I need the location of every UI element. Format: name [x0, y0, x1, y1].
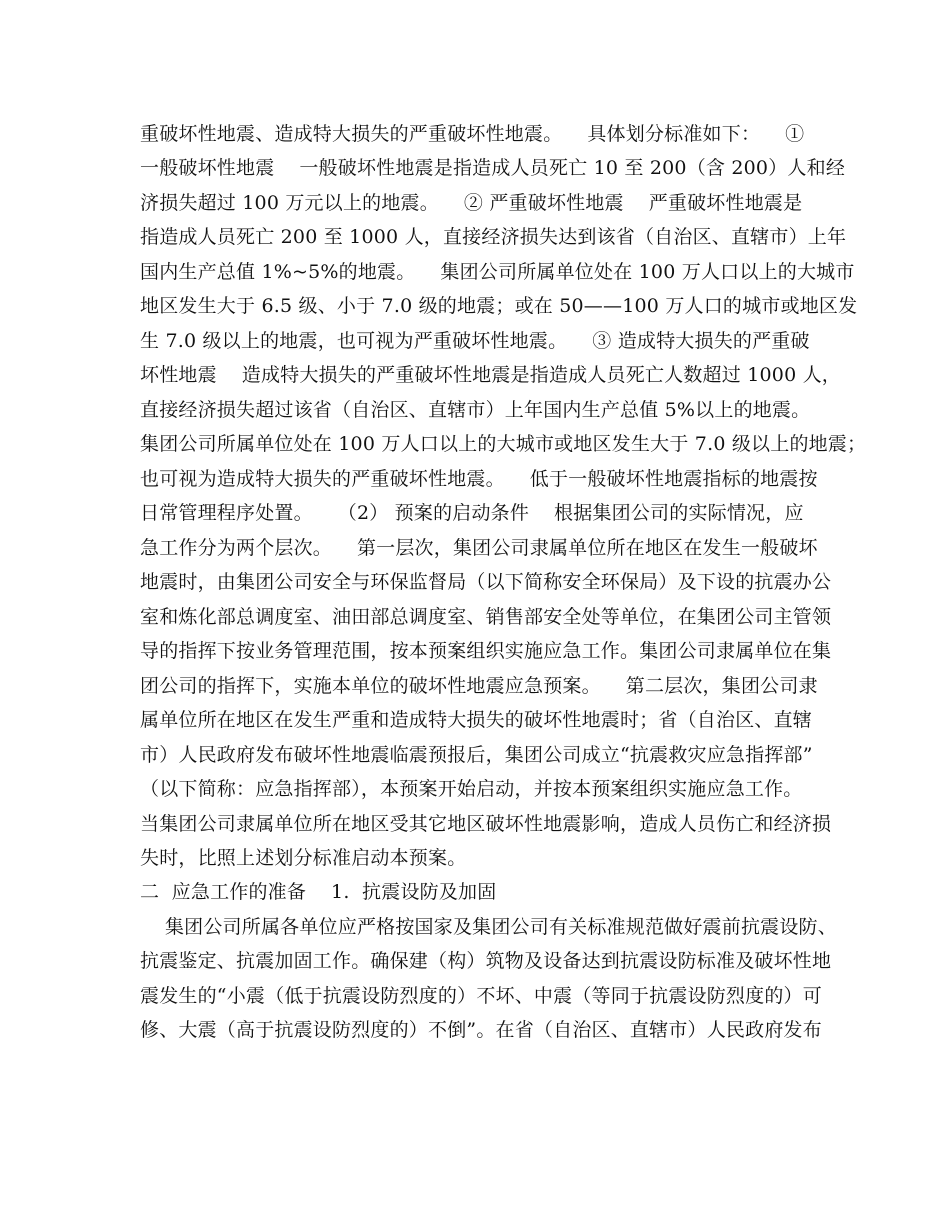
- text-line: 当集团公司隶属单位所在地区受其它地区破坏性地震影响，造成人员伤亡和经济损: [140, 813, 832, 835]
- text-line: 震发生的“小震（低于抗震设防烈度的）不坏、中震（等同于抗震设防烈度的）可: [140, 985, 822, 1007]
- text-line: 属单位所在地区在发生严重和造成特大损失的破坏性地震时；省（自治区、直辖: [140, 709, 813, 731]
- text-line: （以下简称：应急指挥部），本预案开始启动，并按本预案组织实施应急工作。: [140, 778, 803, 800]
- text-line: 济损失超过 100 万元以上的地震。 ② 严重破坏性地震 严重破坏性地震是: [140, 192, 803, 214]
- text-line: 修、大震（高于抗震设防烈度的）不倒”。在省（自治区、直辖市）人民政府发布: [140, 1019, 822, 1041]
- text-line: 日常管理程序处置。 （2） 预案的启动条件 根据集团公司的实际情况，应: [140, 502, 804, 524]
- text-line: 导的指挥下按业务管理范围，按本预案组织实施应急工作。集团公司隶属单位在集: [140, 640, 832, 662]
- text-line: 国内生产总值 1%~5%的地震。 集团公司所属单位处在 100 万人口以上的大城市: [140, 261, 855, 283]
- text-line: 生 7.0 级以上的地震，也可视为严重破坏性地震。 ③ 造成特大损失的严重破: [140, 330, 810, 352]
- text-line: 抗震鉴定、抗震加固工作。确保建（构）筑物及设备达到抗震设防标准及破坏性地: [140, 950, 832, 972]
- text-line: 集团公司所属单位处在 100 万人口以上的大城市或地区发生大于 7.0 级以上的地震；: [140, 433, 867, 455]
- text-line: 集团公司所属各单位应严格按国家及集团公司有关标准规范做好震前抗震设防、: [140, 916, 837, 938]
- text-line: 失时，比照上述划分标准启动本预案。: [140, 847, 467, 869]
- text-line: 市）人民政府发布破坏性地震临震预报后，集团公司成立“抗震救灾应急指挥部”: [140, 744, 813, 766]
- text-line: 也可视为造成特大损失的严重破坏性地震。 低于一般破坏性地震指标的地震按: [140, 468, 818, 490]
- text-line: 急工作分为两个层次。 第一层次，集团公司隶属单位所在地区在发生一般破坏: [140, 537, 818, 559]
- text-line: 地震时，由集团公司安全与环保监督局（以下简称安全环保局）及下设的抗震办公: [140, 571, 832, 593]
- text-line: 一般破坏性地震 一般破坏性地震是指造成人员死亡 10 至 200（含 200）人和经: [140, 157, 846, 179]
- text-line: 地区发生大于 6.5 级、小于 7.0 级的地震；或在 50——100 万人口的城市或地区发: [140, 295, 858, 317]
- text-line: 团公司的指挥下，实施本单位的破坏性地震应急预案。 第二层次，集团公司隶: [140, 675, 818, 697]
- text-line: 指造成人员死亡 200 至 1000 人，直接经济损失达到该省（自治区、直辖市）上年: [140, 226, 847, 248]
- text-line: 直接经济损失超过该省（自治区、直辖市）上年国内生产总值 5%以上的地震。: [140, 399, 811, 421]
- text-line: 室和炼化部总调度室、油田部总调度室、销售部安全处等单位，在集团公司主管领: [140, 606, 832, 628]
- section-heading: 二 应急工作的准备 1. 抗震设防及加固: [140, 881, 497, 903]
- text-line: 坏性地震 造成特大损失的严重破坏性地震是指造成人员死亡人数超过 1000 人，: [140, 364, 841, 386]
- text-line: 重破坏性地震、造成特大损失的严重破坏性地震。 具体划分标准如下： ①: [140, 123, 805, 145]
